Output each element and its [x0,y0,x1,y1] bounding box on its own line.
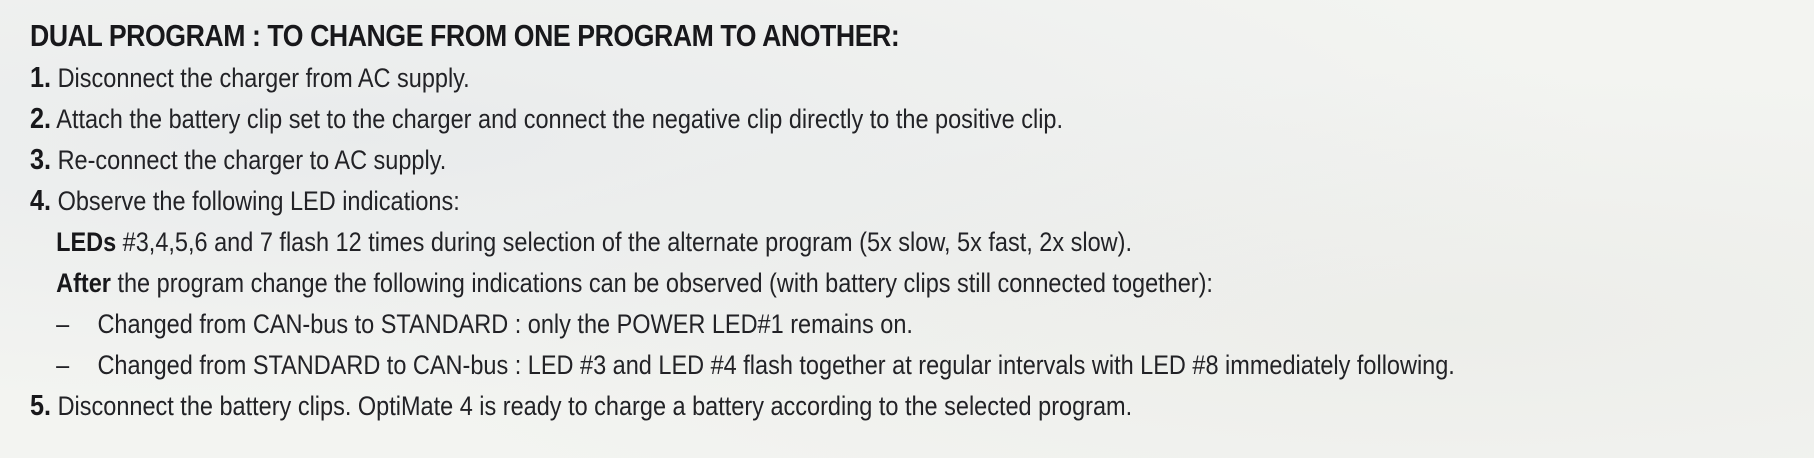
leds-note-bold: LEDs [56,227,117,257]
instructions-section [30,14,1800,427]
step-3 [30,140,1570,181]
step-5 [30,386,1570,427]
dash-bullet: – [56,309,70,339]
bullet-can-to-standard [30,304,1570,345]
section-heading: DUAL PROGRAM : TO CHANGE FROM ONE PROGRAM TO ANOTHER: [30,18,900,53]
step-1 [30,58,1570,99]
leds-note [30,222,1570,263]
bullet-standard-to-can [30,345,1570,386]
step-number: 1. [30,62,52,94]
step-text: Disconnect the charger from AC supply. [57,63,470,93]
step-text: Disconnect the battery clips. OptiMate 4 is ready to charge a battery according to the selected program. [57,391,1133,421]
after-note [30,263,1570,304]
step-number: 4. [30,185,52,217]
step-text: Observe the following LED indications: [57,186,460,216]
step-4 [30,181,1570,222]
leds-note-text: #3,4,5,6 and 7 flash 12 times during selection of the alternate program (5x slow, 5x fast, 2x slow). [116,227,1132,257]
step-2 [30,99,1570,140]
bullet-text: Changed from STANDARD to CAN-bus : LED #3 and LED #4 flash together at regular intervals with LED #8 immediately following. [97,350,1455,380]
bullet-text: Changed from CAN-bus to STANDARD : only the POWER LED#1 remains on. [97,309,913,339]
dash-bullet: – [56,350,70,380]
step-number: 2. [30,103,52,135]
after-note-bold: After [56,268,111,298]
step-number: 5. [30,390,52,422]
after-note-text: the program change the following indications can be observed (with battery clips still connected together): [110,268,1213,298]
step-number: 3. [30,144,52,176]
step-text: Attach the battery clip set to the charger and connect the negative clip directly to the positive clip. [56,104,1064,134]
step-text: Re-connect the charger to AC supply. [57,145,447,175]
